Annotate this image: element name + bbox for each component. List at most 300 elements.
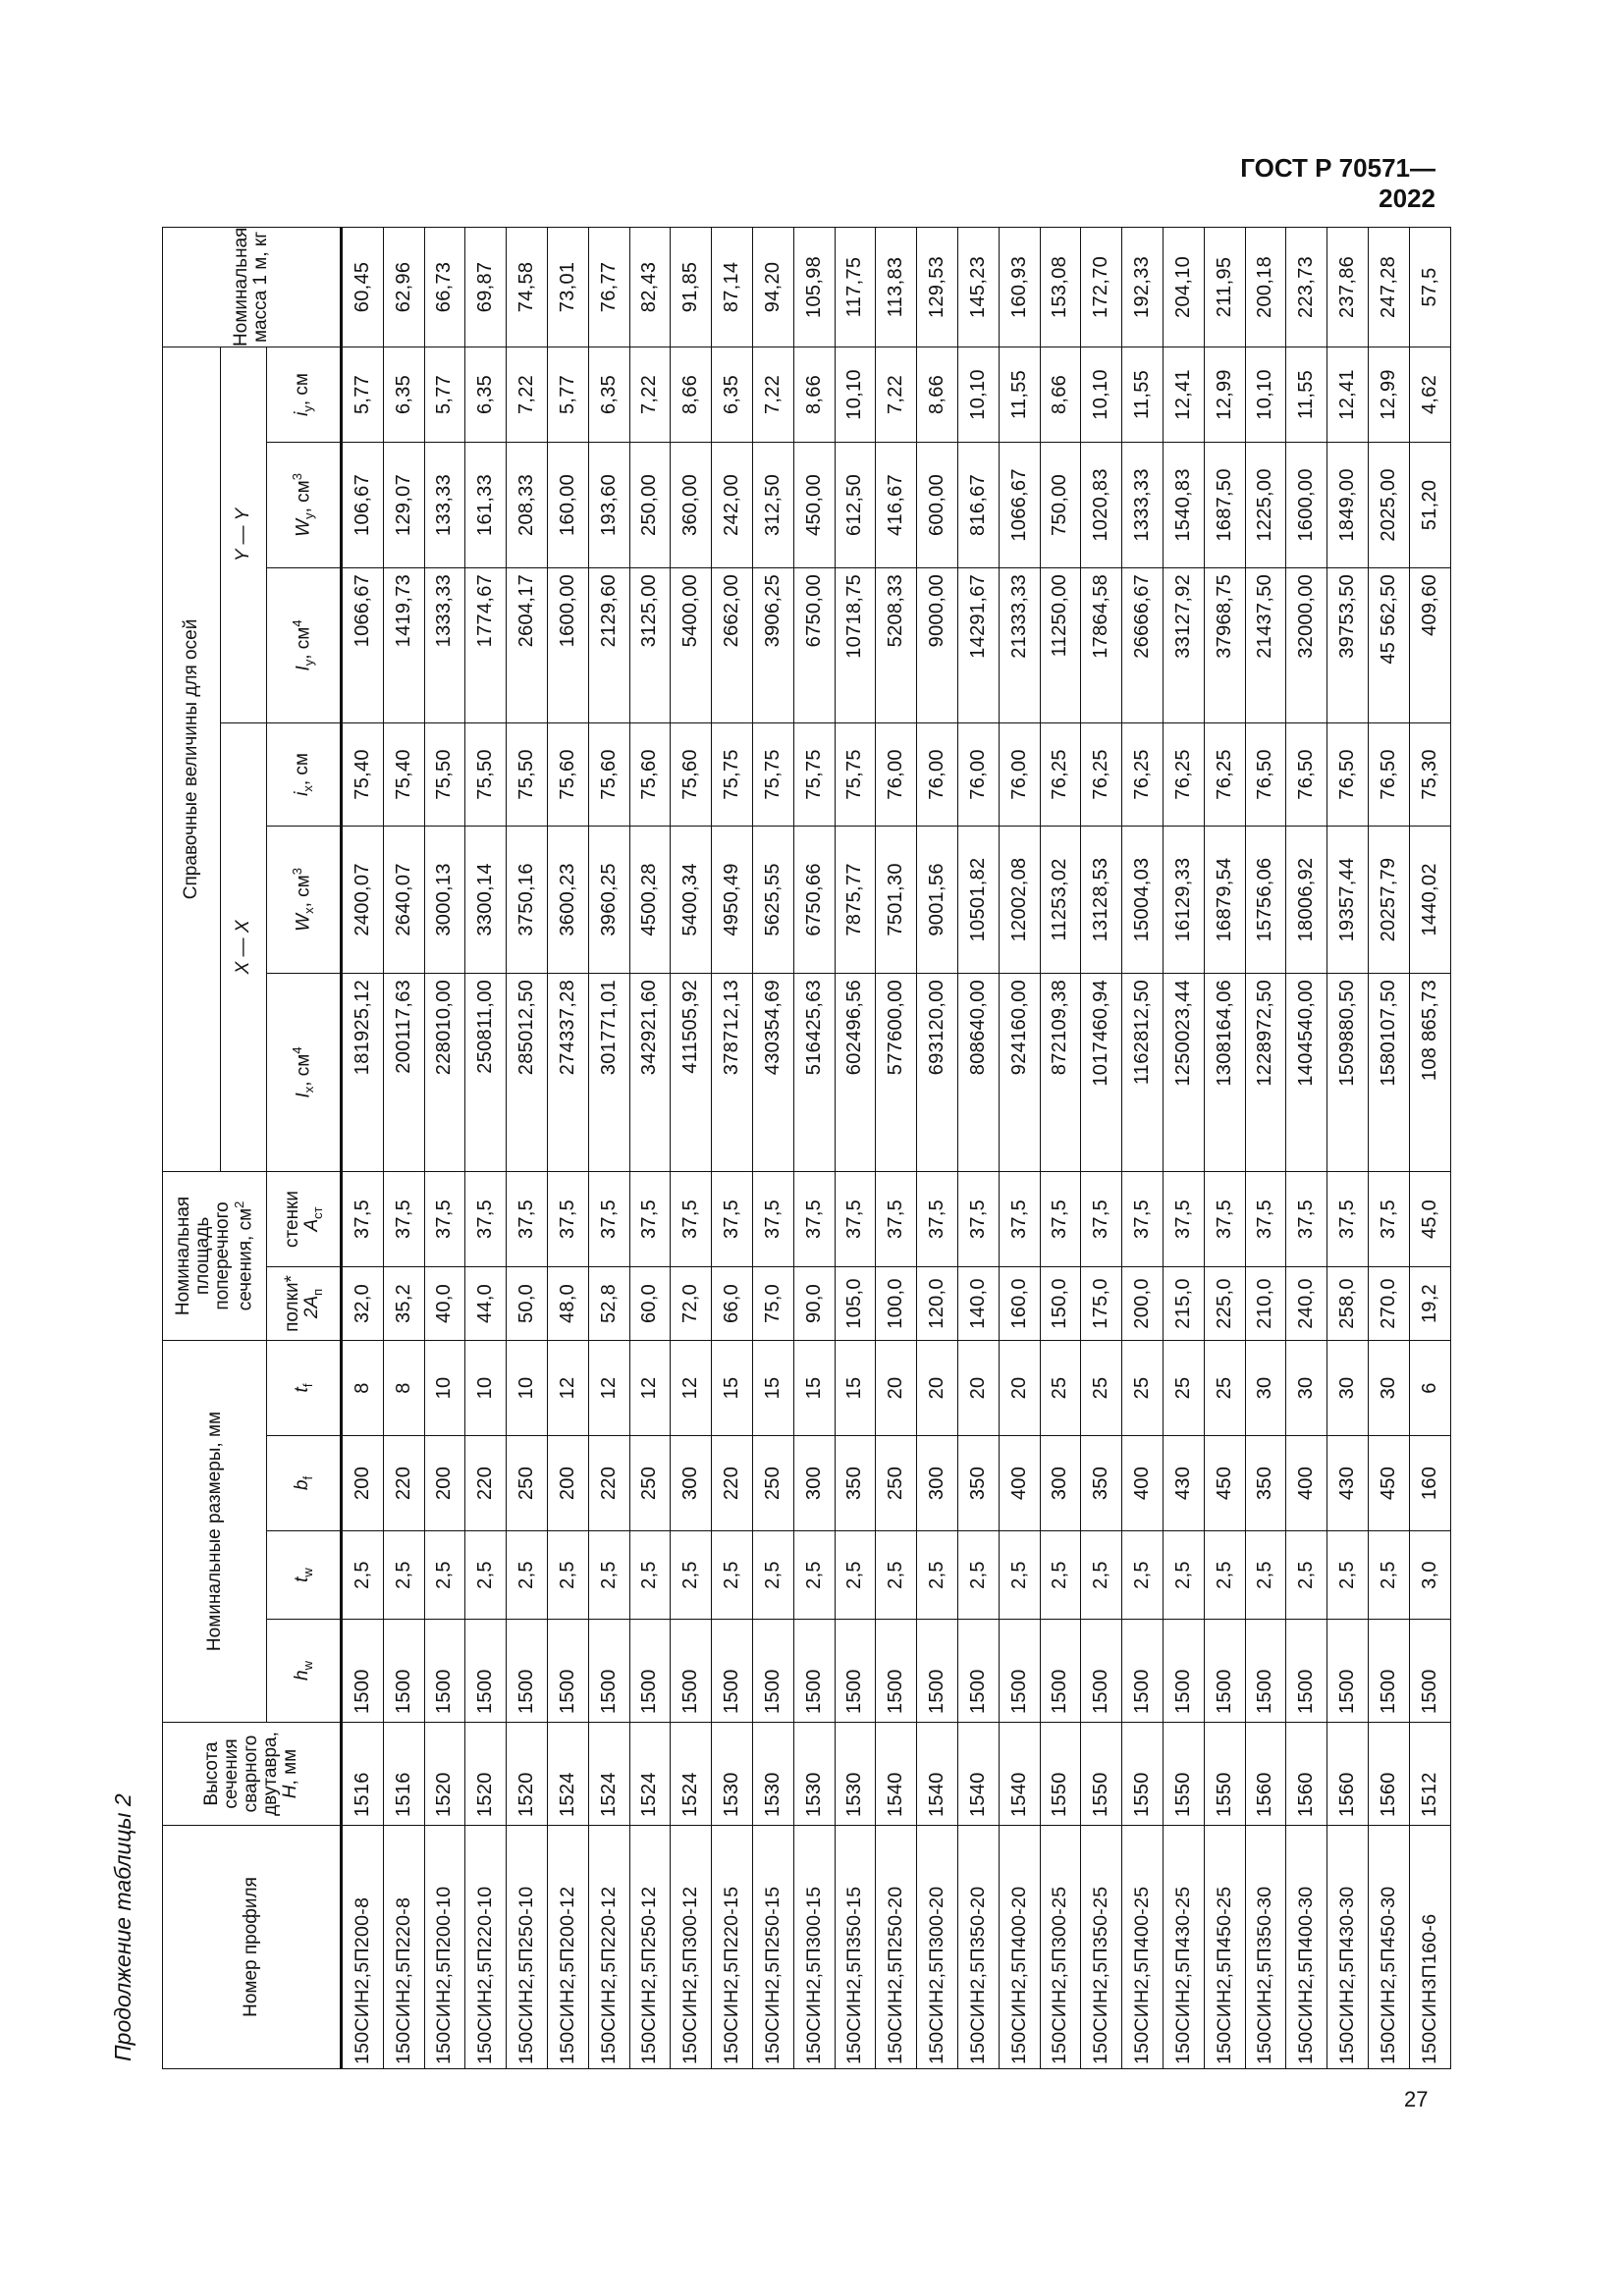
cell-mass-per-meter: 145,23 (957, 227, 999, 347)
cell-wy-modulus: 750,00 (1040, 442, 1081, 567)
cell-iy-radius: 6,35 (383, 347, 424, 442)
cell-flange-area: 72,0 (671, 1266, 712, 1340)
cell-mass-per-meter: 57,5 (1409, 227, 1450, 347)
cell-flange-width: 160 (1409, 1436, 1450, 1531)
sub-header-superscript: 3 (290, 473, 305, 481)
cell-ix-inertia: 274337,28 (547, 973, 588, 1171)
cell-ix-radius: 76,25 (1204, 722, 1245, 826)
cell-wy-modulus: 129,07 (383, 442, 424, 567)
cell-iy-inertia: 26666,67 (1122, 567, 1164, 722)
cell-web-area: 37,5 (547, 1171, 588, 1266)
cell-web-area: 37,5 (1327, 1171, 1369, 1266)
sub-header-cell (267, 826, 342, 973)
cell-flange-thickness: 25 (1122, 1340, 1164, 1435)
header-mass: Номинальная масса 1 м, кг (163, 227, 342, 347)
cell-web-thickness: 2,5 (876, 1531, 917, 1620)
cell-section-height: 1550 (1122, 1723, 1164, 1826)
cell-mass-per-meter: 76,77 (588, 227, 629, 347)
cell-flange-width: 430 (1163, 1436, 1204, 1531)
cell-ix-radius: 75,75 (712, 722, 753, 826)
cell-mass-per-meter: 74,58 (507, 227, 548, 347)
cell-ix-inertia: 108 865,73 (1409, 973, 1450, 1171)
cell-ix-radius: 76,50 (1245, 722, 1286, 826)
cell-web-area: 37,5 (712, 1171, 753, 1266)
cell-iy-radius: 7,22 (629, 347, 671, 442)
cell-section-height: 1516 (342, 1723, 384, 1826)
table-row (876, 227, 917, 2068)
cell-web-thickness: 2,5 (465, 1531, 507, 1620)
cell-iy-radius: 7,22 (752, 347, 793, 442)
cell-mass-per-meter: 129,53 (917, 227, 958, 347)
cell-ix-radius: 75,60 (547, 722, 588, 826)
cell-flange-area: 215,0 (1163, 1266, 1204, 1340)
header-height-unit: , мм (279, 1748, 300, 1786)
cell-wx-modulus: 3300,14 (465, 826, 507, 973)
cell-flange-area: 19,2 (1409, 1266, 1450, 1340)
cell-flange-area: 160,0 (999, 1266, 1040, 1340)
cell-flange-width: 300 (917, 1436, 958, 1531)
cell-ix-inertia: 285012,50 (507, 973, 548, 1171)
cell-wx-modulus: 4500,28 (629, 826, 671, 973)
cell-flange-area: 100,0 (876, 1266, 917, 1340)
cell-profile-number: 150СИН2,5П450-25 (1204, 1826, 1245, 2069)
cell-wx-modulus: 3000,13 (424, 826, 465, 973)
cell-mass-per-meter: 223,73 (1286, 227, 1327, 347)
cell-flange-thickness: 25 (1040, 1340, 1081, 1435)
cell-profile-number: 150СИН2,5П250-20 (876, 1826, 917, 2069)
cell-wx-modulus: 10501,82 (957, 826, 999, 973)
cell-wy-modulus: 51,20 (1409, 442, 1450, 567)
cell-flange-area: 140,0 (957, 1266, 999, 1340)
sub-header-subscript: w (299, 1661, 315, 1671)
cell-flange-width: 220 (465, 1436, 507, 1531)
cell-flange-area: 200,0 (1122, 1266, 1164, 1340)
cell-ix-inertia: 1308164,06 (1204, 973, 1245, 1171)
cell-flange-area: 258,0 (1327, 1266, 1369, 1340)
cell-wx-modulus: 15004,03 (1122, 826, 1164, 973)
cell-web-height: 1500 (547, 1620, 588, 1723)
cell-flange-area: 60,0 (629, 1266, 671, 1340)
sub-header-cell (267, 722, 342, 826)
cell-wy-modulus: 1600,00 (1286, 442, 1327, 567)
cell-section-height: 1550 (1204, 1723, 1245, 1826)
cell-wy-modulus: 250,00 (629, 442, 671, 567)
sub-header-subscript: y (301, 659, 317, 667)
cell-flange-width: 220 (588, 1436, 629, 1531)
cell-section-height: 1512 (1409, 1723, 1450, 1826)
cell-mass-per-meter: 117,75 (835, 227, 876, 347)
cell-web-area: 37,5 (793, 1171, 835, 1266)
cell-iy-inertia: 1419,73 (383, 567, 424, 722)
table-row (629, 227, 671, 2068)
cell-wy-modulus: 1333,33 (1122, 442, 1164, 567)
cell-section-height: 1560 (1286, 1723, 1327, 1826)
cell-flange-width: 200 (424, 1436, 465, 1531)
cell-wx-modulus: 1440,02 (1409, 826, 1450, 973)
cell-web-height: 1500 (793, 1620, 835, 1723)
table-row (752, 227, 793, 2068)
cell-flange-thickness: 12 (588, 1340, 629, 1435)
cell-web-height: 1500 (507, 1620, 548, 1723)
cell-wx-modulus: 12002,08 (999, 826, 1040, 973)
cell-flange-thickness: 25 (1081, 1340, 1122, 1435)
cell-ix-radius: 75,40 (383, 722, 424, 826)
cell-web-height: 1500 (671, 1620, 712, 1723)
cell-flange-area: 90,0 (793, 1266, 835, 1340)
header-profile: Номер профиля (163, 1826, 342, 2069)
cell-flange-thickness: 20 (917, 1340, 958, 1435)
sub-header-unit: , см (291, 373, 312, 406)
cell-web-height: 1500 (1409, 1620, 1450, 1723)
cell-profile-number: 150СИН2,5П220-12 (588, 1826, 629, 2069)
cell-web-thickness: 2,5 (712, 1531, 753, 1620)
cell-wx-modulus: 18006,92 (1286, 826, 1327, 973)
cell-web-area: 37,5 (1040, 1171, 1081, 1266)
cell-mass-per-meter: 66,73 (424, 227, 465, 347)
cell-wy-modulus: 360,00 (671, 442, 712, 567)
cell-flange-width: 200 (342, 1436, 384, 1531)
cell-ix-inertia: 228010,00 (424, 973, 465, 1171)
header-area (163, 1171, 267, 1340)
cell-flange-width: 400 (999, 1436, 1040, 1531)
sub-header-superscript: 4 (290, 1046, 305, 1054)
cell-iy-inertia: 37968,75 (1204, 567, 1245, 722)
sub-header-symbol: A (300, 1218, 322, 1232)
cell-flange-thickness: 15 (712, 1340, 753, 1435)
table-row (999, 227, 1040, 2068)
cell-iy-radius: 5,77 (547, 347, 588, 442)
cell-web-thickness: 2,5 (671, 1531, 712, 1620)
cell-flange-width: 400 (1122, 1436, 1164, 1531)
sub-header-cell (267, 1266, 342, 1340)
cell-profile-number: 150СИН2,5П200-8 (342, 1826, 384, 2069)
table-row (1409, 227, 1450, 2068)
cell-profile-number: 150СИН2,5П400-20 (999, 1826, 1040, 2069)
sub-header-unit: , см (293, 1053, 314, 1087)
cell-section-height: 1560 (1327, 1723, 1369, 1826)
cell-iy-radius: 6,35 (712, 347, 753, 442)
cell-profile-number: 150СИН2,5П250-12 (629, 1826, 671, 2069)
cell-iy-inertia: 2129,60 (588, 567, 629, 722)
cell-flange-width: 250 (629, 1436, 671, 1531)
cell-wy-modulus: 208,33 (507, 442, 548, 567)
cell-section-height: 1516 (383, 1723, 424, 1826)
cell-profile-number: 150СИН2,5П350-20 (957, 1826, 999, 2069)
cell-web-area: 37,5 (752, 1171, 793, 1266)
cell-flange-thickness: 10 (424, 1340, 465, 1435)
sub-header-subscript: f (299, 1475, 315, 1480)
cell-web-height: 1500 (629, 1620, 671, 1723)
cell-wy-modulus: 106,67 (342, 442, 384, 567)
cell-flange-thickness: 25 (1163, 1340, 1204, 1435)
cell-wy-modulus: 1066,67 (999, 442, 1040, 567)
sub-header-unit: , см (293, 480, 314, 513)
cell-iy-radius: 11,55 (1286, 347, 1327, 442)
cell-web-height: 1500 (752, 1620, 793, 1723)
cell-wy-modulus: 816,67 (957, 442, 999, 567)
cell-profile-number: 150СИН2,5П430-30 (1327, 1826, 1369, 2069)
cell-web-area: 37,5 (671, 1171, 712, 1266)
cell-ix-radius: 75,50 (465, 722, 507, 826)
cell-flange-thickness: 15 (793, 1340, 835, 1435)
cell-iy-radius: 10,10 (1081, 347, 1122, 442)
table-row (588, 227, 629, 2068)
cell-profile-number: 150СИН2,5П220-8 (383, 1826, 424, 2069)
sub-header-subscript: п (309, 1288, 325, 1296)
cell-ix-inertia: 1509880,50 (1327, 973, 1369, 1171)
cell-wx-modulus: 2400,07 (342, 826, 384, 973)
cell-ix-inertia: 200117,63 (383, 973, 424, 1171)
cell-flange-thickness: 10 (507, 1340, 548, 1435)
cell-section-height: 1520 (424, 1723, 465, 1826)
cell-web-height: 1500 (1245, 1620, 1286, 1723)
cell-web-thickness: 2,5 (957, 1531, 999, 1620)
header-reference-values: Справочные величины для осей (163, 347, 221, 1171)
sub-header-symbol: 2A (300, 1295, 322, 1319)
cell-ix-radius: 75,60 (671, 722, 712, 826)
cell-profile-number: 150СИН2,5П220-10 (465, 1826, 507, 2069)
cell-section-height: 1540 (957, 1723, 999, 1826)
cell-iy-inertia: 14291,67 (957, 567, 999, 722)
cell-flange-area: 270,0 (1368, 1266, 1409, 1340)
cell-web-height: 1500 (835, 1620, 876, 1723)
cell-mass-per-meter: 91,85 (671, 227, 712, 347)
sub-header-symbol: I (293, 1093, 314, 1098)
cell-web-height: 1500 (1040, 1620, 1081, 1723)
cell-mass-per-meter: 82,43 (629, 227, 671, 347)
cell-flange-area: 175,0 (1081, 1266, 1122, 1340)
header-dimensions: Номинальные размеры, мм (163, 1340, 267, 1722)
cell-section-height: 1560 (1368, 1723, 1409, 1826)
sub-header-subscript: w (299, 1568, 315, 1577)
header-height-symbol: H (279, 1785, 300, 1799)
cell-flange-area: 50,0 (507, 1266, 548, 1340)
sub-header-subscript: x (301, 1086, 317, 1094)
sub-header-unit: , см (291, 753, 312, 786)
cell-web-thickness: 2,5 (752, 1531, 793, 1620)
cell-flange-thickness: 10 (465, 1340, 507, 1435)
cell-ix-inertia: 924160,00 (999, 973, 1040, 1171)
cell-web-area: 37,5 (1163, 1171, 1204, 1266)
cell-web-area: 37,5 (424, 1171, 465, 1266)
cell-flange-area: 44,0 (465, 1266, 507, 1340)
cell-wy-modulus: 1540,83 (1163, 442, 1204, 567)
sub-header-symbol: W (293, 518, 314, 537)
cell-ix-inertia: 250811,00 (465, 973, 507, 1171)
cell-ix-inertia: 577600,00 (876, 973, 917, 1171)
sub-header-cell (267, 973, 342, 1171)
cell-flange-thickness: 30 (1286, 1340, 1327, 1435)
table-row (1204, 227, 1245, 2068)
cell-flange-width: 400 (1286, 1436, 1327, 1531)
cell-mass-per-meter: 87,14 (712, 227, 753, 347)
table-row (1040, 227, 1081, 2068)
cell-flange-thickness: 30 (1368, 1340, 1409, 1435)
cell-profile-number: 150СИН2,5П300-25 (1040, 1826, 1081, 2069)
cell-iy-inertia: 33127,92 (1163, 567, 1204, 722)
cell-iy-radius: 12,41 (1163, 347, 1204, 442)
cell-iy-inertia: 2604,17 (507, 567, 548, 722)
cell-iy-inertia: 1774,67 (465, 567, 507, 722)
cell-mass-per-meter: 172,70 (1081, 227, 1122, 347)
cell-web-height: 1500 (1286, 1620, 1327, 1723)
sub-header-symbol: h (291, 1670, 312, 1681)
cell-flange-thickness: 12 (629, 1340, 671, 1435)
cell-flange-width: 450 (1204, 1436, 1245, 1531)
cell-ix-inertia: 1017460,94 (1081, 973, 1122, 1171)
sub-header-prefix: стенки (281, 1190, 302, 1248)
table-row (1286, 227, 1327, 2068)
sub-header-prefix: полки* (281, 1275, 302, 1332)
cell-iy-inertia: 1600,00 (547, 567, 588, 722)
cell-section-height: 1520 (465, 1723, 507, 1826)
table-row (507, 227, 548, 2068)
cell-section-height: 1520 (507, 1723, 548, 1826)
cell-web-thickness: 2,5 (507, 1531, 548, 1620)
cell-web-area: 37,5 (383, 1171, 424, 1266)
cell-ix-inertia: 516425,63 (793, 973, 835, 1171)
table-row (1368, 227, 1409, 2068)
cell-web-thickness: 2,5 (1245, 1531, 1286, 1620)
cell-flange-thickness: 12 (671, 1340, 712, 1435)
cell-flange-thickness: 20 (876, 1340, 917, 1435)
cell-flange-area: 120,0 (917, 1266, 958, 1340)
cell-ix-inertia: 1228972,50 (1245, 973, 1286, 1171)
cell-flange-area: 32,0 (342, 1266, 384, 1340)
cell-section-height: 1550 (1081, 1723, 1122, 1826)
cell-wy-modulus: 1687,50 (1204, 442, 1245, 567)
cell-flange-thickness: 30 (1245, 1340, 1286, 1435)
sub-header-symbol: b (291, 1479, 312, 1491)
cell-web-thickness: 2,5 (588, 1531, 629, 1620)
sub-header-cell (267, 442, 342, 567)
cell-web-height: 1500 (917, 1620, 958, 1723)
cell-section-height: 1530 (712, 1723, 753, 1826)
cell-web-height: 1500 (1204, 1620, 1245, 1723)
cell-web-area: 37,5 (876, 1171, 917, 1266)
cell-web-thickness: 2,5 (383, 1531, 424, 1620)
cell-flange-area: 105,0 (835, 1266, 876, 1340)
sub-header-symbol: W (293, 913, 314, 932)
cell-profile-number: 150СИН2,5П300-12 (671, 1826, 712, 2069)
cell-flange-width: 300 (671, 1436, 712, 1531)
sub-header-symbol: i (291, 411, 312, 416)
cell-ix-radius: 75,75 (835, 722, 876, 826)
cell-ix-inertia: 1250023,44 (1163, 973, 1204, 1171)
cell-flange-area: 35,2 (383, 1266, 424, 1340)
sub-header-symbol: t (291, 1387, 312, 1393)
cell-web-area: 37,5 (342, 1171, 384, 1266)
cell-iy-inertia: 9000,00 (917, 567, 958, 722)
cell-web-thickness: 2,5 (629, 1531, 671, 1620)
cell-web-height: 1500 (383, 1620, 424, 1723)
cell-wy-modulus: 161,33 (465, 442, 507, 567)
table-caption: Продолжение таблицы 2 (110, 1793, 135, 2061)
cell-iy-inertia: 409,60 (1409, 567, 1450, 722)
cell-iy-inertia: 39753,50 (1327, 567, 1369, 722)
sub-header-cell (267, 347, 342, 442)
cell-web-area: 37,5 (957, 1171, 999, 1266)
cell-ix-radius: 75,50 (507, 722, 548, 826)
cell-profile-number: 150СИН2,5П350-25 (1081, 1826, 1122, 2069)
sub-header-subscript: x (299, 785, 315, 792)
cell-wy-modulus: 1849,00 (1327, 442, 1369, 567)
cell-wy-modulus: 600,00 (917, 442, 958, 567)
cell-mass-per-meter: 73,01 (547, 227, 588, 347)
cell-iy-inertia: 21333,33 (999, 567, 1040, 722)
cell-wx-modulus: 7875,77 (835, 826, 876, 973)
table-body (342, 227, 1451, 2068)
cell-iy-inertia: 17864,58 (1081, 567, 1122, 722)
sub-header-superscript: 3 (290, 868, 305, 876)
cell-web-height: 1500 (588, 1620, 629, 1723)
sub-header-subscript: y (299, 405, 315, 412)
cell-wy-modulus: 1020,83 (1081, 442, 1122, 567)
cell-mass-per-meter: 60,45 (342, 227, 384, 347)
cell-web-area: 37,5 (588, 1171, 629, 1266)
cell-iy-radius: 5,77 (424, 347, 465, 442)
cell-mass-per-meter: 62,96 (383, 227, 424, 347)
cell-section-height: 1524 (671, 1723, 712, 1826)
cell-iy-radius: 12,99 (1204, 347, 1245, 442)
cell-web-height: 1500 (1081, 1620, 1122, 1723)
cell-iy-radius: 7,22 (876, 347, 917, 442)
cell-ix-radius: 76,00 (917, 722, 958, 826)
table-row (835, 227, 876, 2068)
cell-iy-inertia: 45 562,50 (1368, 567, 1409, 722)
cell-profile-number: 150СИН2,5П200-10 (424, 1826, 465, 2069)
cell-web-height: 1500 (957, 1620, 999, 1723)
sub-header-superscript: 4 (290, 619, 305, 627)
cell-flange-area: 52,8 (588, 1266, 629, 1340)
cell-wx-modulus: 5400,34 (671, 826, 712, 973)
cell-profile-number: 150СИН2,5П250-15 (752, 1826, 793, 2069)
cell-web-height: 1500 (1122, 1620, 1164, 1723)
cell-web-thickness: 2,5 (1163, 1531, 1204, 1620)
cell-wx-modulus: 2640,07 (383, 826, 424, 973)
cell-iy-radius: 6,35 (465, 347, 507, 442)
cell-ix-inertia: 602496,56 (835, 973, 876, 1171)
cell-flange-thickness: 6 (1409, 1340, 1450, 1435)
cell-ix-radius: 76,00 (876, 722, 917, 826)
cell-flange-width: 350 (1245, 1436, 1286, 1531)
page-number: 27 (1404, 2087, 1429, 2111)
cell-profile-number: 150СИН2,5П300-20 (917, 1826, 958, 2069)
cell-ix-radius: 76,00 (999, 722, 1040, 826)
cell-wx-modulus: 15756,06 (1245, 826, 1286, 973)
cell-iy-inertia: 10718,75 (835, 567, 876, 722)
cell-web-thickness: 2,5 (1081, 1531, 1122, 1620)
cell-iy-radius: 10,10 (1245, 347, 1286, 442)
header-axis-x: X — X (221, 722, 267, 1171)
cell-flange-thickness: 20 (999, 1340, 1040, 1435)
cell-web-thickness: 2,5 (1040, 1531, 1081, 1620)
cell-web-height: 1500 (999, 1620, 1040, 1723)
cell-wy-modulus: 450,00 (793, 442, 835, 567)
cell-profile-number: 150СИН2,5П430-25 (1163, 1826, 1204, 2069)
cell-flange-width: 300 (793, 1436, 835, 1531)
cell-web-height: 1500 (465, 1620, 507, 1723)
cell-iy-inertia: 2662,00 (712, 567, 753, 722)
cell-mass-per-meter: 160,93 (999, 227, 1040, 347)
table-row (671, 227, 712, 2068)
cell-mass-per-meter: 200,18 (1245, 227, 1286, 347)
cell-wx-modulus: 16879,54 (1204, 826, 1245, 973)
header-area-label: Номинальная площадь поперечного сечения, см (172, 1196, 256, 1316)
cell-mass-per-meter: 237,86 (1327, 227, 1369, 347)
cell-iy-inertia: 5400,00 (671, 567, 712, 722)
cell-web-thickness: 2,5 (835, 1531, 876, 1620)
